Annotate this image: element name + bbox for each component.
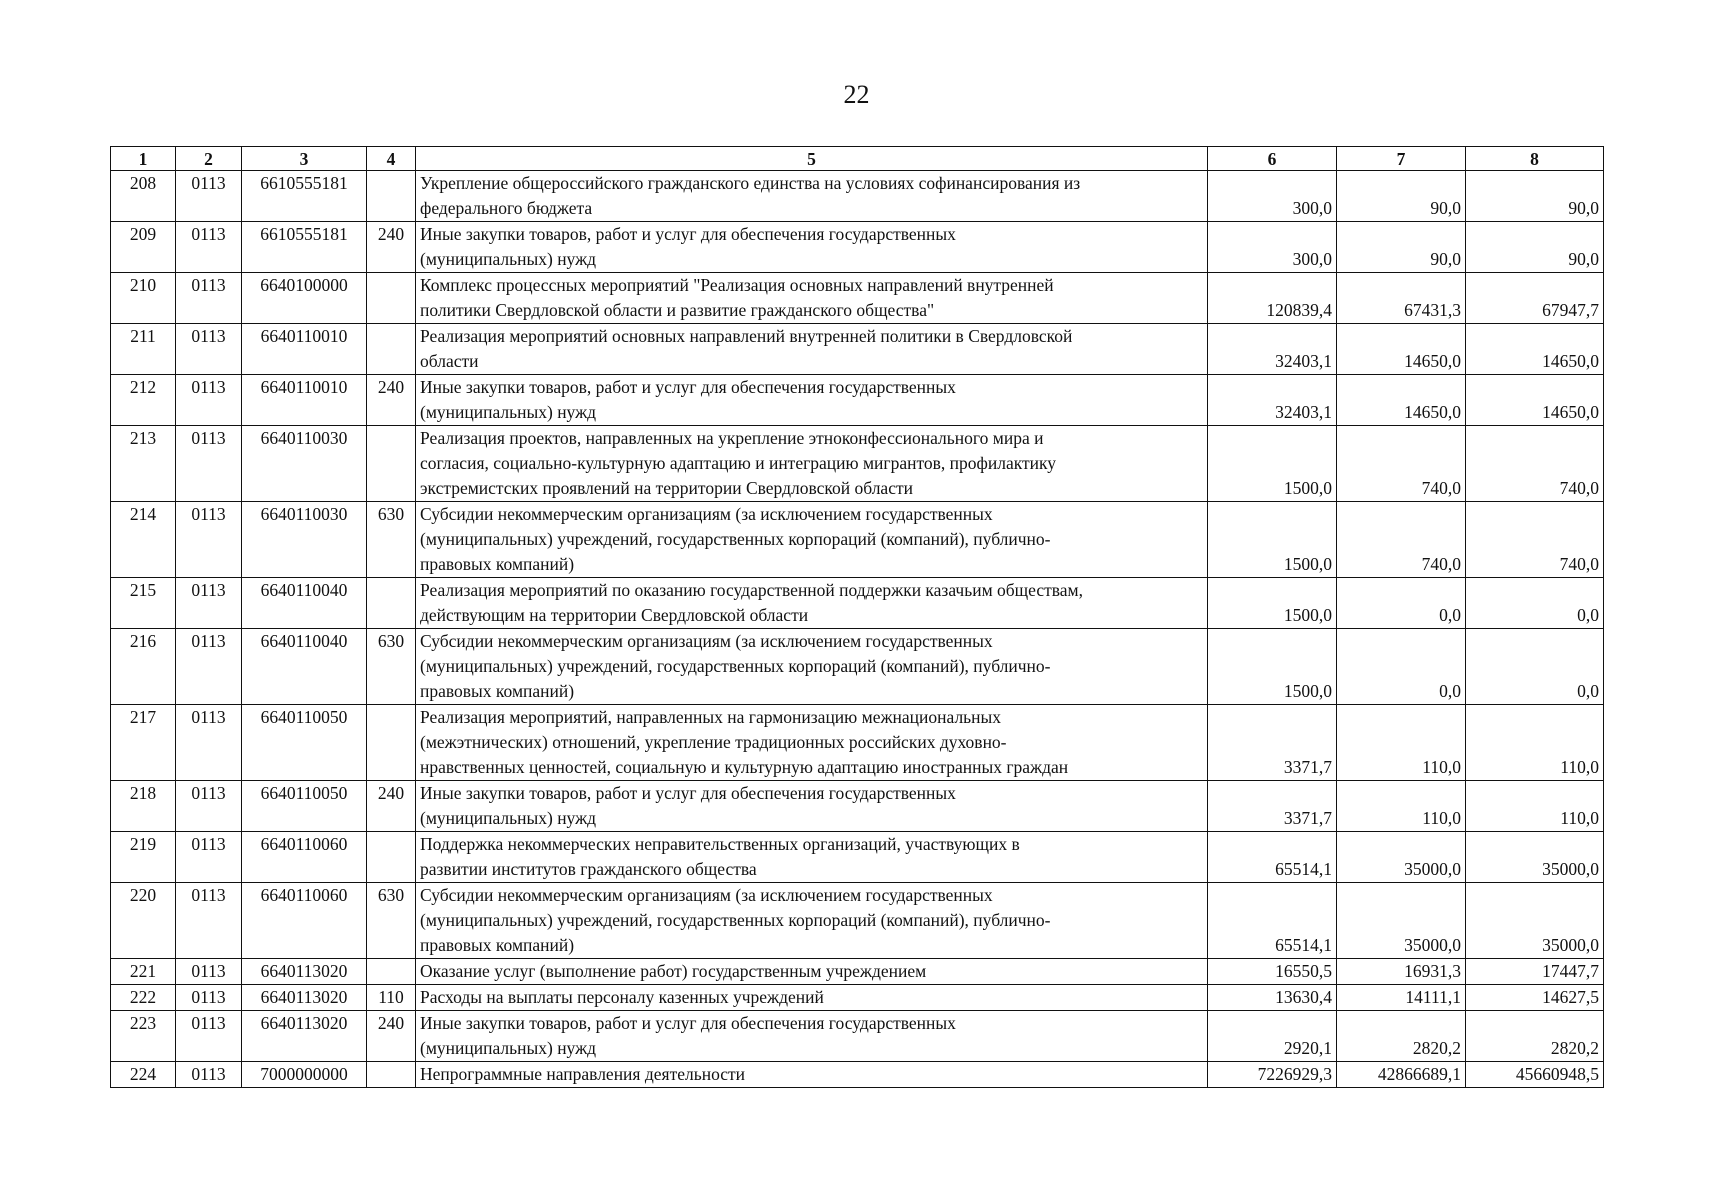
- amount-col-7: 90,0: [1337, 171, 1466, 222]
- row-number: 219: [111, 832, 176, 883]
- amount-col-7: 42866689,1: [1337, 1062, 1466, 1088]
- description-line: (муниципальных) нужд: [420, 808, 597, 828]
- amount-col-7: 740,0: [1337, 502, 1466, 578]
- column-header: 2: [176, 147, 242, 171]
- row-number: 216: [111, 629, 176, 705]
- table-row: [111, 578, 1604, 629]
- amount-col-8: 67947,7: [1466, 273, 1604, 324]
- description-line: (муниципальных) нужд: [420, 402, 597, 422]
- amount-col-6: 300,0: [1208, 171, 1337, 222]
- table-row: [111, 426, 1604, 502]
- table-row: [111, 832, 1604, 883]
- description-line: Комплекс процессных мероприятий "Реализация основных направлений внутренней: [420, 275, 1054, 295]
- item-description: [416, 959, 1208, 985]
- amount-col-7: 14650,0: [1337, 375, 1466, 426]
- amount-col-6: 3371,7: [1208, 705, 1337, 781]
- target-article-code: 6640110040: [242, 578, 367, 629]
- description-line: развитии институтов гражданского общества: [420, 859, 757, 879]
- target-article-code: 6640113020: [242, 1011, 367, 1062]
- description-line: области: [420, 351, 479, 371]
- item-description: [416, 629, 1208, 705]
- target-article-code: 7000000000: [242, 1062, 367, 1088]
- column-header: 5: [416, 147, 1208, 171]
- amount-col-8: 14627,5: [1466, 985, 1604, 1011]
- section-code: 0113: [176, 171, 242, 222]
- amount-col-8: 35000,0: [1466, 832, 1604, 883]
- row-number: 211: [111, 324, 176, 375]
- section-code: 0113: [176, 502, 242, 578]
- target-article-code: 6640110060: [242, 883, 367, 959]
- expense-type-code: [367, 1062, 416, 1088]
- row-number: 223: [111, 1011, 176, 1062]
- expense-type-code: [367, 959, 416, 985]
- description-line: Субсидии некоммерческим организациям (за исключением государственных: [420, 631, 993, 651]
- target-article-code: 6640110050: [242, 781, 367, 832]
- amount-col-6: 2920,1: [1208, 1011, 1337, 1062]
- table-row: [111, 375, 1604, 426]
- amount-col-6: 300,0: [1208, 222, 1337, 273]
- row-number: 214: [111, 502, 176, 578]
- expense-type-code: 240: [367, 1011, 416, 1062]
- amount-col-8: 740,0: [1466, 502, 1604, 578]
- amount-col-7: 2820,2: [1337, 1011, 1466, 1062]
- target-article-code: 6610555181: [242, 222, 367, 273]
- table-row: [111, 1011, 1604, 1062]
- section-code: 0113: [176, 959, 242, 985]
- amount-col-6: 32403,1: [1208, 375, 1337, 426]
- description-line: (муниципальных) нужд: [420, 1038, 597, 1058]
- item-description: [416, 781, 1208, 832]
- table-row: [111, 985, 1604, 1011]
- table-row: [111, 781, 1604, 832]
- item-description: [416, 883, 1208, 959]
- table-row: [111, 171, 1604, 222]
- table-body: [111, 171, 1604, 1088]
- expense-type-code: [367, 832, 416, 883]
- table-row: [111, 705, 1604, 781]
- amount-col-7: 0,0: [1337, 578, 1466, 629]
- description-line: (муниципальных) учреждений, государственных корпораций (компаний), публично-: [420, 529, 1051, 549]
- table-row: [111, 883, 1604, 959]
- amount-col-8: 0,0: [1466, 578, 1604, 629]
- amount-col-7: 35000,0: [1337, 883, 1466, 959]
- item-description: [416, 832, 1208, 883]
- description-line: федерального бюджета: [420, 198, 593, 218]
- amount-col-8: 110,0: [1466, 781, 1604, 832]
- item-description: [416, 222, 1208, 273]
- column-header: 8: [1466, 147, 1604, 171]
- amount-col-8: 740,0: [1466, 426, 1604, 502]
- amount-col-7: 16931,3: [1337, 959, 1466, 985]
- amount-col-8: 35000,0: [1466, 883, 1604, 959]
- section-code: 0113: [176, 705, 242, 781]
- column-header: 7: [1337, 147, 1466, 171]
- description-line: Иные закупки товаров, работ и услуг для обеспечения государственных: [420, 377, 956, 397]
- amount-col-8: 110,0: [1466, 705, 1604, 781]
- description-line: Реализация мероприятий, направленных на гармонизацию межнациональных: [420, 707, 1002, 727]
- section-code: 0113: [176, 375, 242, 426]
- row-number: 220: [111, 883, 176, 959]
- item-description: [416, 578, 1208, 629]
- row-number: 215: [111, 578, 176, 629]
- expense-type-code: 630: [367, 502, 416, 578]
- row-number: 212: [111, 375, 176, 426]
- row-number: 213: [111, 426, 176, 502]
- description-line: Непрограммные направления деятельности: [420, 1064, 746, 1084]
- description-line: Иные закупки товаров, работ и услуг для обеспечения государственных: [420, 783, 956, 803]
- row-number: 224: [111, 1062, 176, 1088]
- description-line: Поддержка некоммерческих неправительственных организаций, участвующих в: [420, 834, 1020, 854]
- row-number: 208: [111, 171, 176, 222]
- description-line: Расходы на выплаты персоналу казенных учреждений: [420, 987, 824, 1007]
- expense-type-code: 240: [367, 781, 416, 832]
- amount-col-6: 13630,4: [1208, 985, 1337, 1011]
- amount-col-6: 1500,0: [1208, 426, 1337, 502]
- target-article-code: 6640110040: [242, 629, 367, 705]
- row-number: 209: [111, 222, 176, 273]
- amount-col-6: 16550,5: [1208, 959, 1337, 985]
- expense-type-code: [367, 171, 416, 222]
- target-article-code: 6640113020: [242, 985, 367, 1011]
- item-description: [416, 426, 1208, 502]
- table-row: [111, 222, 1604, 273]
- amount-col-8: 90,0: [1466, 171, 1604, 222]
- amount-col-8: 45660948,5: [1466, 1062, 1604, 1088]
- item-description: [416, 502, 1208, 578]
- target-article-code: 6610555181: [242, 171, 367, 222]
- amount-col-7: 740,0: [1337, 426, 1466, 502]
- description-line: Оказание услуг (выполнение работ) государственным учреждением: [420, 961, 927, 981]
- amount-col-8: 14650,0: [1466, 375, 1604, 426]
- description-line: Реализация мероприятий по оказанию государственной поддержки казачьим обществам,: [420, 580, 1084, 600]
- expense-type-code: [367, 426, 416, 502]
- amount-col-7: 110,0: [1337, 705, 1466, 781]
- amount-col-6: 7226929,3: [1208, 1062, 1337, 1088]
- description-line: (муниципальных) нужд: [420, 249, 597, 269]
- section-code: 0113: [176, 781, 242, 832]
- expense-type-code: [367, 705, 416, 781]
- amount-col-6: 3371,7: [1208, 781, 1337, 832]
- item-description: [416, 1062, 1208, 1088]
- expense-type-code: [367, 578, 416, 629]
- amount-col-8: 0,0: [1466, 629, 1604, 705]
- amount-col-8: 90,0: [1466, 222, 1604, 273]
- description-line: согласия, социально-культурную адаптацию и интеграцию мигрантов, профилактику: [420, 453, 1057, 473]
- table-row: [111, 273, 1604, 324]
- amount-col-7: 35000,0: [1337, 832, 1466, 883]
- column-header: 3: [242, 147, 367, 171]
- column-header: 1: [111, 147, 176, 171]
- description-line: (муниципальных) учреждений, государственных корпораций (компаний), публично-: [420, 656, 1051, 676]
- item-description: [416, 1011, 1208, 1062]
- amount-col-7: 14111,1: [1337, 985, 1466, 1011]
- row-number: 210: [111, 273, 176, 324]
- amount-col-6: 1500,0: [1208, 502, 1337, 578]
- expense-type-code: 110: [367, 985, 416, 1011]
- row-number: 218: [111, 781, 176, 832]
- target-article-code: 6640110050: [242, 705, 367, 781]
- description-line: действующим на территории Свердловской области: [420, 605, 809, 625]
- section-code: 0113: [176, 832, 242, 883]
- section-code: 0113: [176, 883, 242, 959]
- row-number: 217: [111, 705, 176, 781]
- amount-col-6: 65514,1: [1208, 883, 1337, 959]
- header-row: [111, 147, 1604, 171]
- description-line: Субсидии некоммерческим организациям (за исключением государственных: [420, 885, 993, 905]
- table-row: [111, 959, 1604, 985]
- section-code: 0113: [176, 324, 242, 375]
- description-line: Реализация мероприятий основных направлений внутренней политики в Свердловской: [420, 326, 1073, 346]
- amount-col-6: 32403,1: [1208, 324, 1337, 375]
- description-line: правовых компаний): [420, 935, 575, 955]
- description-line: Укрепление общероссийского гражданского единства на условиях софинансирования из: [420, 173, 1081, 193]
- target-article-code: 6640110030: [242, 426, 367, 502]
- amount-col-6: 1500,0: [1208, 578, 1337, 629]
- target-article-code: 6640113020: [242, 959, 367, 985]
- description-line: экстремистских проявлений на территории Свердловской области: [420, 478, 913, 498]
- description-line: правовых компаний): [420, 554, 575, 574]
- expense-type-code: 240: [367, 222, 416, 273]
- section-code: 0113: [176, 578, 242, 629]
- amount-col-7: 14650,0: [1337, 324, 1466, 375]
- section-code: 0113: [176, 1062, 242, 1088]
- target-article-code: 6640110010: [242, 375, 367, 426]
- target-article-code: 6640100000: [242, 273, 367, 324]
- section-code: 0113: [176, 985, 242, 1011]
- column-header: 6: [1208, 147, 1337, 171]
- expense-type-code: 630: [367, 883, 416, 959]
- amount-col-6: 65514,1: [1208, 832, 1337, 883]
- description-line: (муниципальных) учреждений, государственных корпораций (компаний), публично-: [420, 910, 1051, 930]
- expense-type-code: [367, 273, 416, 324]
- expense-type-code: 240: [367, 375, 416, 426]
- section-code: 0113: [176, 1011, 242, 1062]
- budget-table: [110, 146, 1604, 1088]
- amount-col-8: 14650,0: [1466, 324, 1604, 375]
- item-description: [416, 985, 1208, 1011]
- column-header: 4: [367, 147, 416, 171]
- amount-col-7: 67431,3: [1337, 273, 1466, 324]
- target-article-code: 6640110030: [242, 502, 367, 578]
- description-line: (межэтнических) отношений, укрепление традиционных российских духовно-: [420, 732, 1007, 752]
- description-line: правовых компаний): [420, 681, 575, 701]
- item-description: [416, 171, 1208, 222]
- target-article-code: 6640110010: [242, 324, 367, 375]
- expense-type-code: 630: [367, 629, 416, 705]
- amount-col-7: 90,0: [1337, 222, 1466, 273]
- row-number: 221: [111, 959, 176, 985]
- table-row: [111, 324, 1604, 375]
- description-line: политики Свердловской области и развитие гражданского общества": [420, 300, 935, 320]
- description-line: нравственных ценностей, социальную и культурную адаптацию иностранных граждан: [420, 757, 1069, 777]
- amount-col-6: 1500,0: [1208, 629, 1337, 705]
- table-row: [111, 1062, 1604, 1088]
- description-line: Иные закупки товаров, работ и услуг для обеспечения государственных: [420, 1013, 956, 1033]
- table-row: [111, 629, 1604, 705]
- amount-col-6: 120839,4: [1208, 273, 1337, 324]
- page-number: 22: [843, 80, 870, 109]
- amount-col-8: 17447,7: [1466, 959, 1604, 985]
- description-line: Иные закупки товаров, работ и услуг для обеспечения государственных: [420, 224, 956, 244]
- item-description: [416, 375, 1208, 426]
- item-description: [416, 324, 1208, 375]
- amount-col-7: 0,0: [1337, 629, 1466, 705]
- expense-type-code: [367, 324, 416, 375]
- target-article-code: 6640110060: [242, 832, 367, 883]
- item-description: [416, 705, 1208, 781]
- description-line: Субсидии некоммерческим организациям (за исключением государственных: [420, 504, 993, 524]
- section-code: 0113: [176, 629, 242, 705]
- section-code: 0113: [176, 273, 242, 324]
- amount-col-7: 110,0: [1337, 781, 1466, 832]
- description-line: Реализация проектов, направленных на укрепление этноконфессионального мира и: [420, 428, 1044, 448]
- table-row: [111, 502, 1604, 578]
- section-code: 0113: [176, 222, 242, 273]
- amount-col-8: 2820,2: [1466, 1011, 1604, 1062]
- item-description: [416, 273, 1208, 324]
- row-number: 222: [111, 985, 176, 1011]
- section-code: 0113: [176, 426, 242, 502]
